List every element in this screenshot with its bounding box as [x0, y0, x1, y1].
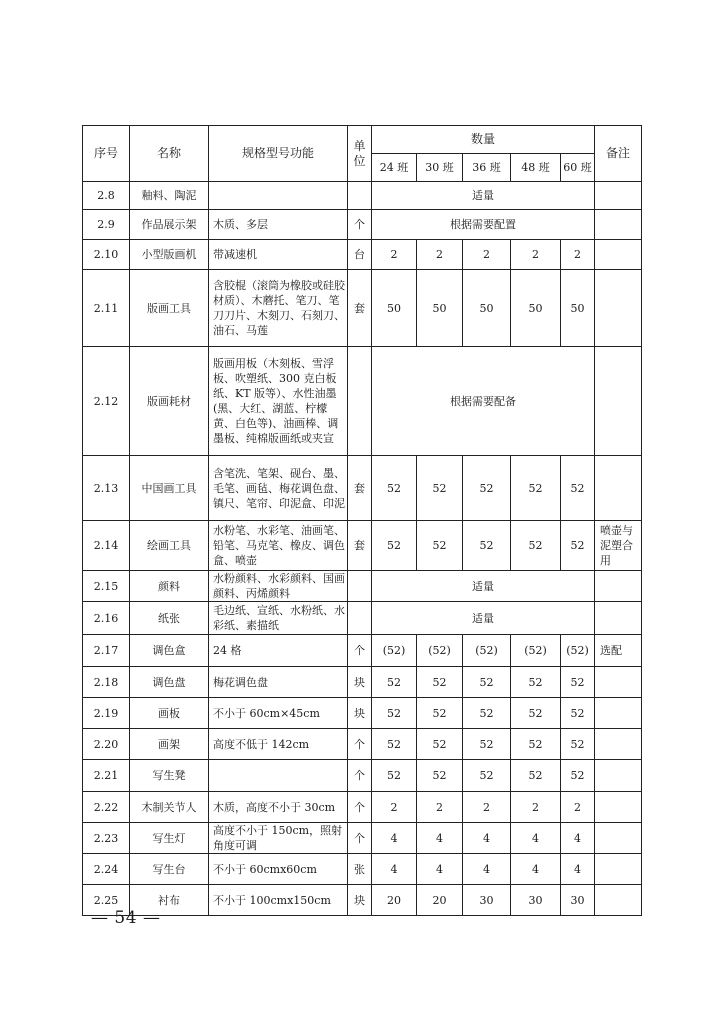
row-unit: 个: [348, 760, 372, 792]
row-spec: [209, 760, 348, 792]
row-spec: 带减速机: [209, 240, 348, 270]
header-class: 30 班: [417, 154, 463, 182]
table-row: [83, 760, 642, 792]
row-name: 写生台: [130, 854, 209, 885]
row-quantity: 52: [463, 698, 511, 729]
row-quantity: 52: [561, 667, 595, 698]
row-quantity: 52: [417, 667, 463, 698]
table-row: [83, 347, 642, 456]
row-quantity: 2: [561, 792, 595, 823]
row-spec: 高度不低于 142cm: [209, 729, 348, 760]
row-name: 版画工具: [130, 270, 209, 347]
row-remark: [595, 698, 642, 729]
row-quantity: 4: [372, 854, 417, 885]
row-remark: [595, 885, 642, 916]
row-name: 作品展示架: [130, 210, 209, 240]
row-unit: 块: [348, 885, 372, 916]
row-quantity: 4: [511, 854, 561, 885]
row-remark: [595, 667, 642, 698]
row-quantity: 2: [417, 240, 463, 270]
row-unit: 套: [348, 521, 372, 571]
row-quantity: 52: [372, 729, 417, 760]
row-unit: 个: [348, 210, 372, 240]
header-index: 序号: [83, 126, 130, 182]
row-name: 中国画工具: [130, 456, 209, 521]
row-spec: 木质，高度不小于 30cm: [209, 792, 348, 823]
table-row: [83, 182, 642, 210]
row-remark: 喷壶与泥塑合用: [595, 521, 642, 571]
row-quantity: 4: [372, 823, 417, 854]
row-unit: 块: [348, 667, 372, 698]
row-quantity-merged: 根据需要配备: [372, 347, 595, 456]
row-remark: [595, 210, 642, 240]
row-quantity: 4: [417, 823, 463, 854]
row-quantity: 30: [511, 885, 561, 916]
row-quantity: 4: [511, 823, 561, 854]
table-row: [83, 270, 642, 347]
row-remark: [595, 571, 642, 602]
row-quantity: 50: [463, 270, 511, 347]
row-quantity: 4: [561, 823, 595, 854]
table-row: [83, 885, 642, 916]
row-unit: [348, 571, 372, 602]
row-quantity: 52: [561, 521, 595, 571]
row-quantity: 50: [511, 270, 561, 347]
row-quantity: 52: [561, 760, 595, 792]
row-name: 版画耗材: [130, 347, 209, 456]
row-quantity: 52: [417, 698, 463, 729]
header-name: 名称: [130, 126, 209, 182]
row-quantity: 52: [463, 760, 511, 792]
table-row: [83, 729, 642, 760]
row-remark: [595, 347, 642, 456]
row-spec: 含笔洗、笔架、砚台、墨、毛笔、画毡、梅花调色盘、镇尺、笔帘、印泥盒、印泥: [209, 456, 348, 521]
row-remark: [595, 854, 642, 885]
row-quantity: 50: [417, 270, 463, 347]
header-quantity: 数量: [372, 126, 595, 154]
row-quantity: 2: [463, 240, 511, 270]
header-class: 60 班: [561, 154, 595, 182]
row-index: 2.14: [83, 521, 130, 571]
table-body: [83, 182, 642, 916]
row-name: 调色盘: [130, 667, 209, 698]
row-quantity: 2: [372, 240, 417, 270]
row-name: 画架: [130, 729, 209, 760]
row-quantity: 52: [463, 729, 511, 760]
table-row: [83, 521, 642, 571]
row-name: 釉料、陶泥: [130, 182, 209, 210]
row-unit: 台: [348, 240, 372, 270]
row-quantity: 52: [463, 456, 511, 521]
row-index: 2.10: [83, 240, 130, 270]
row-unit: 块: [348, 698, 372, 729]
row-quantity: 20: [372, 885, 417, 916]
row-quantity: 2: [511, 240, 561, 270]
row-index: 2.9: [83, 210, 130, 240]
header-class: 48 班: [511, 154, 561, 182]
row-quantity: 50: [372, 270, 417, 347]
row-remark: [595, 602, 642, 635]
row-spec: 水粉颜料、水彩颜料、国画颜料、丙烯颜料: [209, 571, 348, 602]
row-quantity: 2: [561, 240, 595, 270]
row-quantity: 4: [463, 823, 511, 854]
row-spec: 版画用板（木刻板、雪浮板、吹塑纸、300 克白板纸、KT 版等）、水性油墨(黑、大红、湖蓝、柠檬黄、白色等)、油画棒、调墨板、纯棉版画纸或夹宣: [209, 347, 348, 456]
row-unit: 张: [348, 854, 372, 885]
row-remark: [595, 240, 642, 270]
row-name: 纸张: [130, 602, 209, 635]
row-unit: [348, 182, 372, 210]
row-quantity: 52: [561, 729, 595, 760]
row-index: 2.16: [83, 602, 130, 635]
table-row: [83, 792, 642, 823]
row-spec: 不小于 60cmx60cm: [209, 854, 348, 885]
row-unit: 个: [348, 823, 372, 854]
row-quantity: 2: [463, 792, 511, 823]
table-row: [83, 823, 642, 854]
page-number: — 54 —: [91, 908, 161, 928]
row-quantity-merged: 适量: [372, 182, 595, 210]
row-quantity: 52: [417, 521, 463, 571]
row-index: 2.25: [83, 885, 130, 916]
row-unit: 个: [348, 792, 372, 823]
row-spec: 木质、多层: [209, 210, 348, 240]
row-quantity: 30: [561, 885, 595, 916]
header-class: 36 班: [463, 154, 511, 182]
equipment-table: [82, 125, 642, 916]
row-name: 小型版画机: [130, 240, 209, 270]
table-row: [83, 635, 642, 667]
row-quantity: 2: [417, 792, 463, 823]
row-quantity: 52: [511, 760, 561, 792]
table-row: [83, 602, 642, 635]
row-name: 写生凳: [130, 760, 209, 792]
row-unit: 套: [348, 270, 372, 347]
row-quantity: 2: [511, 792, 561, 823]
row-remark: [595, 182, 642, 210]
row-index: 2.13: [83, 456, 130, 521]
row-quantity: 52: [417, 729, 463, 760]
table-row: [83, 667, 642, 698]
header-class: 24 班: [372, 154, 417, 182]
row-name: 衬布: [130, 885, 209, 916]
row-quantity: 20: [417, 885, 463, 916]
row-unit: 套: [348, 456, 372, 521]
row-quantity: (52): [561, 635, 595, 667]
row-name: 画板: [130, 698, 209, 729]
row-quantity: 52: [511, 698, 561, 729]
row-name: 颜料: [130, 571, 209, 602]
row-quantity: 30: [463, 885, 511, 916]
row-spec: 含胶棍（滚筒为橡胶或硅胶材质）、木蘑托、笔刀、笔刀刀片、木刻刀、石刻刀、油石、马莲: [209, 270, 348, 347]
row-spec: 不小于 100cmx150cm: [209, 885, 348, 916]
row-remark: [595, 823, 642, 854]
header-spec: 规格型号功能: [209, 126, 348, 182]
row-index: 2.17: [83, 635, 130, 667]
row-quantity-merged: 根据需要配置: [372, 210, 595, 240]
row-index: 2.15: [83, 571, 130, 602]
row-quantity: 2: [372, 792, 417, 823]
row-quantity: 50: [561, 270, 595, 347]
row-quantity: (52): [511, 635, 561, 667]
row-index: 2.19: [83, 698, 130, 729]
row-spec: [209, 182, 348, 210]
row-quantity: 52: [511, 456, 561, 521]
row-quantity: (52): [417, 635, 463, 667]
row-unit: 个: [348, 729, 372, 760]
table-row: [83, 456, 642, 521]
row-index: 2.22: [83, 792, 130, 823]
row-quantity-merged: 适量: [372, 602, 595, 635]
row-quantity: 52: [372, 456, 417, 521]
row-name: 写生灯: [130, 823, 209, 854]
row-quantity: 52: [511, 521, 561, 571]
row-quantity: (52): [372, 635, 417, 667]
row-quantity: 52: [511, 667, 561, 698]
row-spec: 高度不小于 150cm，照射角度可调: [209, 823, 348, 854]
row-index: 2.24: [83, 854, 130, 885]
table-row: [83, 571, 642, 602]
row-index: 2.18: [83, 667, 130, 698]
row-quantity: 52: [372, 698, 417, 729]
row-quantity: 52: [372, 667, 417, 698]
row-unit: [348, 347, 372, 456]
row-remark: [595, 760, 642, 792]
row-remark: [595, 270, 642, 347]
row-quantity: 52: [561, 456, 595, 521]
row-quantity: 4: [417, 854, 463, 885]
row-quantity: 4: [463, 854, 511, 885]
row-spec: 24 格: [209, 635, 348, 667]
row-index: 2.8: [83, 182, 130, 210]
row-name: 调色盒: [130, 635, 209, 667]
table-row: [83, 210, 642, 240]
row-quantity: 52: [417, 456, 463, 521]
row-quantity: 52: [463, 521, 511, 571]
row-spec: 水粉笔、水彩笔、油画笔、铅笔、马克笔、橡皮、调色盒、喷壶: [209, 521, 348, 571]
row-quantity: 52: [372, 521, 417, 571]
row-index: 2.23: [83, 823, 130, 854]
row-quantity: 52: [511, 729, 561, 760]
row-spec: 毛边纸、宣纸、水粉纸、水彩纸、素描纸: [209, 602, 348, 635]
row-name: 绘画工具: [130, 521, 209, 571]
row-unit: 个: [348, 635, 372, 667]
table-row: [83, 854, 642, 885]
row-quantity: 52: [463, 667, 511, 698]
table-row: [83, 698, 642, 729]
row-remark: [595, 792, 642, 823]
row-remark: [595, 729, 642, 760]
header-remark: 备注: [595, 126, 642, 182]
row-quantity: 52: [561, 698, 595, 729]
row-remark: [595, 456, 642, 521]
row-name: 木制关节人: [130, 792, 209, 823]
row-index: 2.11: [83, 270, 130, 347]
row-index: 2.21: [83, 760, 130, 792]
row-quantity: 52: [372, 760, 417, 792]
row-remark: 选配: [595, 635, 642, 667]
row-index: 2.12: [83, 347, 130, 456]
row-spec: 不小于 60cm×45cm: [209, 698, 348, 729]
header-unit: 单位: [348, 126, 372, 182]
row-quantity-merged: 适量: [372, 571, 595, 602]
table-row: [83, 240, 642, 270]
row-spec: 梅花调色盘: [209, 667, 348, 698]
row-quantity: (52): [463, 635, 511, 667]
row-quantity: 4: [561, 854, 595, 885]
row-quantity: 52: [417, 760, 463, 792]
row-unit: [348, 602, 372, 635]
row-index: 2.20: [83, 729, 130, 760]
